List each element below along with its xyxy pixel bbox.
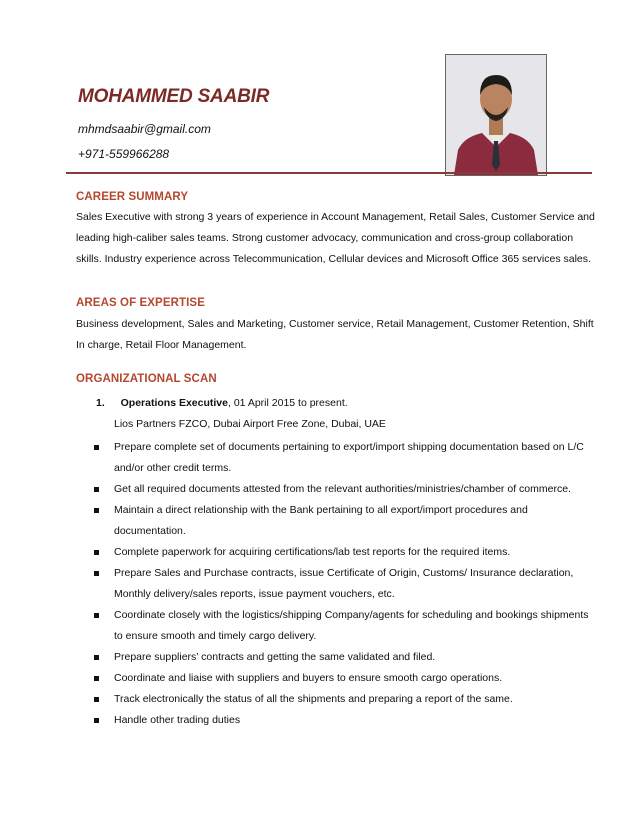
list-item	[94, 563, 594, 605]
bullet-icon	[94, 445, 99, 450]
profile-photo	[445, 54, 547, 176]
bullet-icon	[94, 655, 99, 660]
duty-text: Maintain a direct relationship with the Bank pertaining to all export/import procedures and documentation.	[114, 504, 528, 537]
list-item	[94, 668, 594, 689]
duties-list	[94, 437, 594, 731]
list-item	[94, 437, 594, 479]
list-item	[94, 605, 594, 647]
bullet-icon	[94, 487, 99, 492]
duty-text: Track electronically the status of all the shipments and preparing a report of the same.	[114, 693, 513, 705]
job-number: 1.	[96, 397, 105, 409]
duty-text: Prepare complete set of documents pertaining to export/import shipping documentation based on L/C and/or other credit terms.	[114, 441, 584, 474]
duty-text: Complete paperwork for acquiring certifications/lab test reports for the required items.	[114, 546, 511, 558]
list-item	[94, 689, 594, 710]
list-item	[94, 542, 594, 563]
job-header	[96, 397, 348, 409]
bullet-icon	[94, 550, 99, 555]
duty-text: Get all required documents attested from the relevant authorities/ministries/chamber of commerce.	[114, 483, 571, 495]
bullet-icon	[94, 508, 99, 513]
email: mhmdsaabir@gmail.com	[78, 122, 211, 136]
phone: +971-559966288	[78, 147, 170, 161]
bullet-icon	[94, 676, 99, 681]
candidate-name: MOHAMMED SAABIR	[78, 86, 270, 107]
list-item	[94, 647, 594, 668]
bullet-icon	[94, 571, 99, 576]
expertise-text: Business development, Sales and Marketing, Customer service, Retail Management, Customer Retention, Shift In charge, Retail Floor Management.	[76, 318, 594, 351]
duty-text: Prepare suppliers’ contracts and getting the same validated and filed.	[114, 651, 436, 663]
list-item	[94, 710, 594, 731]
career-summary-text: Sales Executive with strong 3 years of experience in Account Management, Retail Sales, Customer Service and leading high-caliber sales teams. Strong customer advocacy, communication and cross-group collaboration skills. Industry experience across Telecommunication, Cellular devices and Microsoft Office 365 services sales.	[76, 211, 595, 265]
expertise-heading: AREAS OF EXPERTISE	[76, 297, 205, 309]
list-item	[94, 500, 594, 542]
job-title: Operations Executive	[120, 397, 228, 409]
duty-text: Handle other trading duties	[114, 714, 241, 726]
job-dates: , 01 April 2015 to present.	[227, 397, 348, 409]
duty-text: Coordinate and liaise with suppliers and buyers to ensure smooth cargo operations.	[114, 672, 503, 684]
list-item	[94, 479, 594, 500]
duty-text: Prepare Sales and Purchase contracts, issue Certificate of Origin, Customs/ Insurance declaration, Monthly delivery/sales reports, issue payment vouchers, etc.	[114, 567, 574, 600]
job-company: Lios Partners FZCO, Dubai Airport Free Zone, Dubai, UAE	[114, 418, 386, 430]
career-summary-heading: CAREER SUMMARY	[76, 191, 189, 203]
bullet-icon	[94, 697, 99, 702]
duty-text: Coordinate closely with the logistics/shipping Company/agents for scheduling and bookings shipments to ensure smooth and timely cargo delivery.	[114, 609, 589, 642]
bullet-icon	[94, 718, 99, 723]
bullet-icon	[94, 613, 99, 618]
header-divider	[66, 172, 592, 174]
org-scan-heading: ORGANIZATIONAL SCAN	[76, 373, 217, 385]
